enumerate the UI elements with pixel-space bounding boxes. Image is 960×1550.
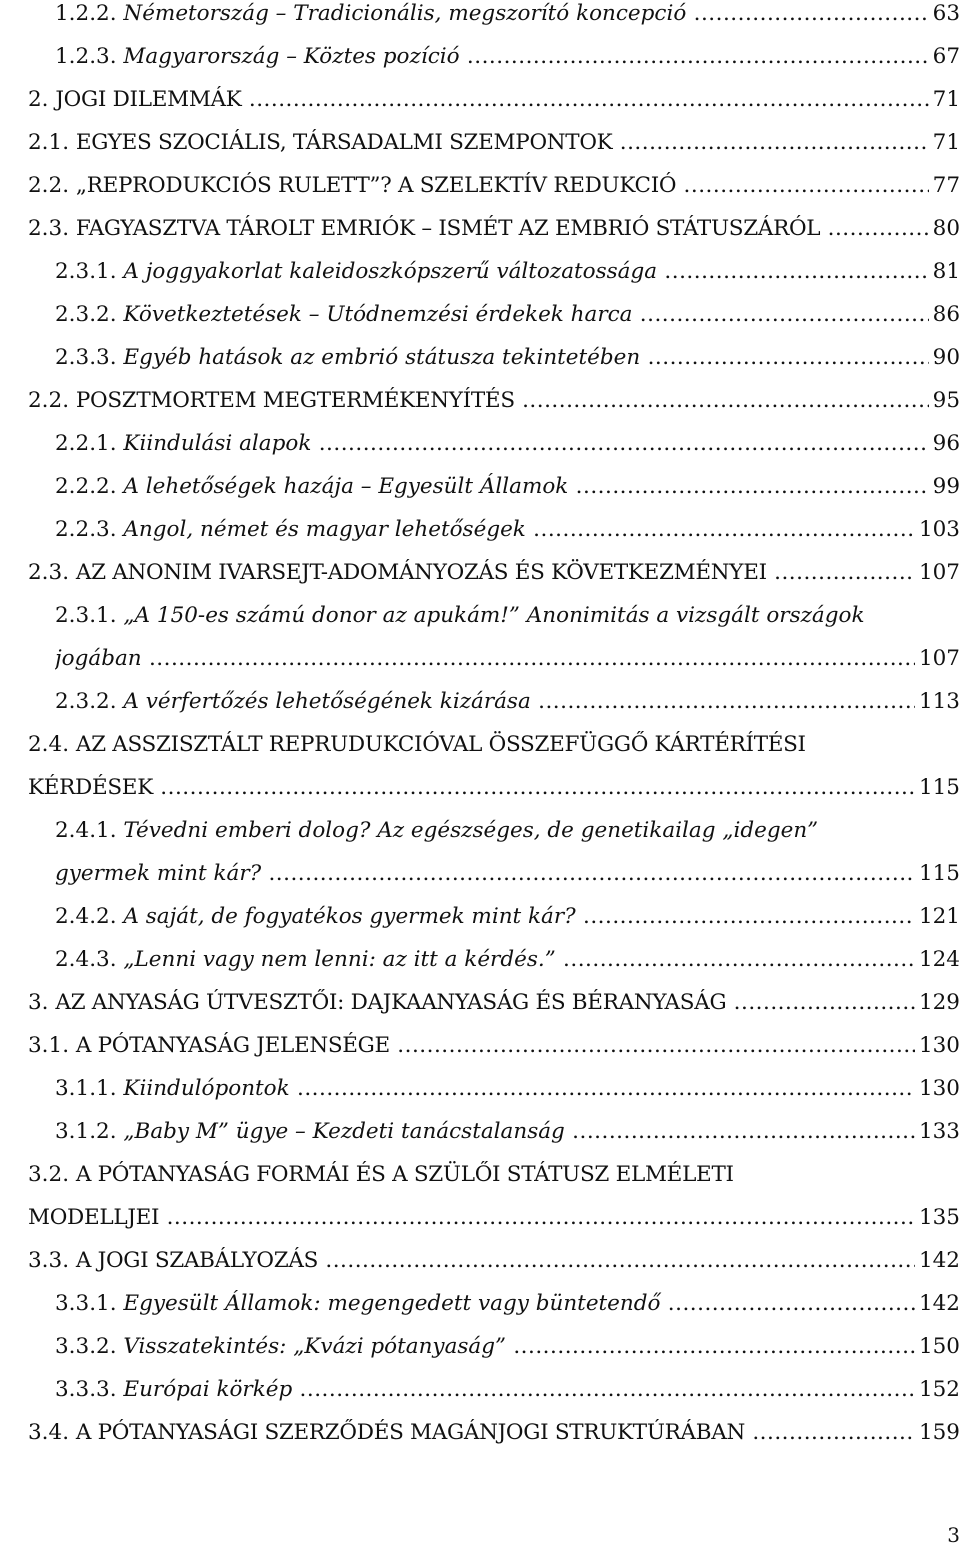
toc-entry-number: 3.3.2. — [55, 1334, 117, 1359]
toc-entry-text — [28, 78, 960, 121]
toc-entry-title: A PÓTANYASÁG JELENSÉGE — [75, 1033, 390, 1058]
toc-entry-text — [55, 1067, 960, 1110]
toc-entry-title: A JOGI SZABÁLYOZÁS — [75, 1248, 319, 1273]
toc-entry-text — [55, 508, 960, 551]
page-number: 3 — [947, 1523, 960, 1547]
toc-entry-text — [55, 1110, 960, 1153]
toc-entry-title: A vérfertőzés lehetőségének kizárása — [123, 689, 531, 714]
toc-entry-title: POSZTMORTEM MEGTERMÉKENYÍTÉS — [75, 388, 515, 413]
toc-entry-text — [55, 680, 960, 723]
toc-entry-title: EGYES SZOCIÁLIS, TÁRSADALMI SZEMPONTOK — [75, 130, 613, 155]
toc-entry-title: FAGYASZTVA TÁROLT EMRIÓK – ISMÉT AZ EMBRIÓ STÁTUSZÁRÓL — [75, 216, 821, 241]
toc-entry-page: 71 — [929, 121, 960, 164]
toc-entry-text — [28, 164, 960, 207]
toc-entry-page: 107 — [915, 551, 960, 594]
toc-entry[interactable] — [0, 78, 960, 121]
toc-entry[interactable] — [0, 723, 960, 766]
toc-entry-number: 1.2.2. — [55, 1, 117, 26]
toc-entry[interactable] — [0, 1239, 960, 1282]
toc-entry-page: 150 — [915, 1325, 960, 1368]
toc-entry-number: 2.2. — [28, 388, 70, 413]
toc-entry[interactable] — [0, 250, 960, 293]
toc-entry[interactable] — [0, 809, 960, 852]
toc-entry-page: 129 — [915, 981, 960, 1024]
toc-entry-text — [28, 723, 960, 766]
toc-entry-page: 113 — [915, 680, 960, 723]
toc-entry-title: jogában — [55, 646, 142, 671]
toc-entry-text — [55, 594, 960, 637]
toc-entry-title: Egyesült Államok: megengedett vagy büntetendő — [123, 1291, 661, 1316]
toc-entry-text — [28, 551, 960, 594]
toc-entry-number: 2.2.2. — [55, 474, 117, 499]
toc-entry-text — [55, 938, 960, 981]
toc-entry-text — [55, 1282, 960, 1325]
toc-entry-number: 2.4.3. — [55, 947, 117, 972]
toc-entry-title: AZ ANONIM IVARSEJT-ADOMÁNYOZÁS ÉS KÖVETKEZMÉNYEI — [75, 560, 767, 585]
toc-entry-page: 90 — [929, 336, 960, 379]
toc-entry-page: 115 — [915, 852, 960, 895]
toc-entry-title: JOGI DILEMMÁK — [55, 87, 242, 112]
toc-entry-text — [55, 1325, 960, 1368]
toc-entry-page: 67 — [929, 35, 960, 78]
toc-entry-page: 96 — [929, 422, 960, 465]
toc-entry[interactable] — [0, 1368, 960, 1411]
toc-entry-page: 95 — [929, 379, 960, 422]
toc-entry-page: 63 — [929, 0, 960, 35]
toc-entry-title: MODELLJEI — [28, 1205, 160, 1230]
toc-entry-title: Kiindulópontok — [123, 1076, 290, 1101]
toc-entry-number: 2.3.1. — [55, 259, 117, 284]
toc-entry-title: A lehetőségek hazája – Egyesült Államok — [123, 474, 569, 499]
toc-entry-number: 3.1. — [28, 1033, 70, 1058]
toc-entry[interactable] — [0, 1196, 960, 1239]
toc-entry[interactable] — [0, 852, 960, 895]
toc-entry-page: 142 — [915, 1282, 960, 1325]
toc-entry-number: 2.4.2. — [55, 904, 117, 929]
toc-entry-title: AZ ANYASÁG ÚTVESZTŐI: DAJKAANYASÁG ÉS BÉRANYASÁG — [55, 990, 727, 1015]
toc-entry-number: 2.1. — [28, 130, 70, 155]
toc-entry-title: A PÓTANYASÁGI SZERZŐDÉS MAGÁNJOGI STRUKTÚRÁBAN — [75, 1420, 746, 1445]
toc-entry-page: 80 — [929, 207, 960, 250]
toc-entry-title: AZ ASSZISZTÁLT REPRUDUKCIÓVAL ÖSSZEFÜGGŐ KÁRTÉRÍTÉSI — [75, 732, 806, 757]
toc-entry-page: 159 — [915, 1411, 960, 1454]
toc-entry-title: „REPRODUKCIÓS RULETT”? A SZELEKTÍV REDUKCIÓ — [75, 173, 677, 198]
toc-entry[interactable] — [0, 293, 960, 336]
toc-entry-number: 2.3. — [28, 216, 70, 241]
toc-entry[interactable] — [0, 1024, 960, 1067]
toc-entry-title: Visszatekintés: „Kvázi pótanyaság” — [123, 1334, 507, 1359]
toc-entry[interactable] — [0, 938, 960, 981]
toc-entry-text — [28, 1411, 960, 1454]
toc-entry-number: 2.3. — [28, 560, 70, 585]
toc-entry-text — [28, 1153, 960, 1196]
toc-entry-number: 3. — [28, 990, 49, 1015]
toc-entry-number: 3.3.1. — [55, 1291, 117, 1316]
toc-entry-text — [28, 207, 960, 250]
toc-entry-text — [55, 35, 960, 78]
toc-entry-page: 86 — [929, 293, 960, 336]
toc-entry-title: KÉRDÉSEK — [28, 775, 153, 800]
toc-entry[interactable] — [0, 379, 960, 422]
toc-entry-text — [28, 1024, 960, 1067]
toc-entry[interactable] — [0, 336, 960, 379]
toc-entry-number: 2.3.1. — [55, 603, 117, 628]
toc-entry-page: 130 — [915, 1024, 960, 1067]
toc-entry-page: 107 — [915, 637, 960, 680]
toc-entry-number: 3.1.2. — [55, 1119, 117, 1144]
toc-entry-page: 115 — [915, 766, 960, 809]
toc-entry-text — [55, 250, 960, 293]
toc-entry[interactable] — [0, 981, 960, 1024]
toc-entry-page: 71 — [929, 78, 960, 121]
toc-entry[interactable] — [0, 766, 960, 809]
toc-entry-text — [55, 895, 960, 938]
toc-entry-title: Magyarország – Köztes pozíció — [123, 44, 460, 69]
toc-entry-number: 2.3.2. — [55, 302, 117, 327]
toc-entry-page: 152 — [915, 1368, 960, 1411]
toc-entry-title: Egyéb hatások az embrió státusza tekintetében — [123, 345, 641, 370]
toc-entry-title: A PÓTANYASÁG FORMÁI ÉS A SZÜLŐI STÁTUSZ ELMÉLETI — [75, 1162, 734, 1187]
toc-entry-number: 3.1.1. — [55, 1076, 117, 1101]
toc-entry-number: 2.2.1. — [55, 431, 117, 456]
toc-entry-page: 81 — [929, 250, 960, 293]
toc-entry-number: 2. — [28, 87, 49, 112]
toc-entry[interactable] — [0, 1411, 960, 1454]
toc-entry-page: 142 — [915, 1239, 960, 1282]
toc-entry-number: 2.2. — [28, 173, 70, 198]
toc-entry-page: 99 — [929, 465, 960, 508]
toc-entry[interactable] — [0, 508, 960, 551]
toc-entry-text — [28, 981, 960, 1024]
toc-entry-text — [55, 637, 960, 680]
toc-entry[interactable] — [0, 465, 960, 508]
toc-entry[interactable] — [0, 422, 960, 465]
toc-entry-number: 2.3.3. — [55, 345, 117, 370]
toc-entry-number: 3.4. — [28, 1420, 70, 1445]
toc-entry-text — [55, 422, 960, 465]
toc-entry-text — [28, 1196, 960, 1239]
toc-entry[interactable] — [0, 1282, 960, 1325]
toc-entry-page: 133 — [915, 1110, 960, 1153]
toc-entry-text — [55, 465, 960, 508]
toc-entry[interactable] — [0, 1067, 960, 1110]
toc-entry[interactable] — [0, 35, 960, 78]
toc-entry-number: 2.4. — [28, 732, 70, 757]
toc-entry-title: Angol, német és magyar lehetőségek — [123, 517, 526, 542]
toc-entry-number: 3.2. — [28, 1162, 70, 1187]
toc-entry-title: Európai körkép — [123, 1377, 293, 1402]
toc-entry-number: 1.2.3. — [55, 44, 117, 69]
toc-entry[interactable] — [0, 164, 960, 207]
toc-entry-title: Kiindulási alapok — [123, 431, 312, 456]
toc-entry-number: 2.3.2. — [55, 689, 117, 714]
toc-entry-title: A joggyakorlat kaleidoszkópszerű változatossága — [123, 259, 658, 284]
toc-entry[interactable] — [0, 594, 960, 637]
toc-entry-number: 3.3.3. — [55, 1377, 117, 1402]
toc-entry-text — [28, 1239, 960, 1282]
toc-entry-title: „Baby M” ügye – Kezdeti tanácstalanság — [123, 1119, 565, 1144]
toc-entry-page: 77 — [929, 164, 960, 207]
toc-entry[interactable] — [0, 207, 960, 250]
toc-entry-page: 121 — [915, 895, 960, 938]
toc-entry-number: 2.4.1. — [55, 818, 117, 843]
toc-entry-text — [55, 809, 960, 852]
toc-entry-page: 130 — [915, 1067, 960, 1110]
toc-entry-page: 124 — [915, 938, 960, 981]
toc-entry-title: „A 150-es számú donor az apukám!” Anonimitás a vizsgált országok — [123, 603, 865, 628]
toc-entry-text — [55, 336, 960, 379]
toc-entry-page: 135 — [915, 1196, 960, 1239]
toc-entry[interactable] — [0, 1110, 960, 1153]
toc-entry-page: 103 — [915, 508, 960, 551]
toc-entry-title: „Lenni vagy nem lenni: az itt a kérdés.” — [123, 947, 556, 972]
toc-entry[interactable] — [0, 637, 960, 680]
toc-entry-text — [55, 0, 960, 35]
toc-entry-text — [55, 852, 960, 895]
toc-entry[interactable] — [0, 680, 960, 723]
toc-entry[interactable] — [0, 0, 960, 35]
toc-entry[interactable] — [0, 895, 960, 938]
toc-entry-number: 3.3. — [28, 1248, 70, 1273]
toc-entry-title: Következtetések – Utódnemzési érdekek harca — [123, 302, 633, 327]
toc-entry-title: Tévedni emberi dolog? Az egészséges, de genetikailag „idegen” — [123, 818, 819, 843]
toc-entry-title: gyermek mint kár? — [55, 861, 262, 886]
toc-entry-text — [28, 766, 960, 809]
toc-entry-title: Németország – Tradicionális, megszorító koncepció — [123, 1, 687, 26]
toc-entry-title: A saját, de fogyatékos gyermek mint kár? — [123, 904, 576, 929]
toc-entry-text — [28, 379, 960, 422]
toc-entry-number: 2.2.3. — [55, 517, 117, 542]
toc-entry-text — [55, 293, 960, 336]
toc-entry[interactable] — [0, 1153, 960, 1196]
toc-entry[interactable] — [0, 1325, 960, 1368]
toc-entry[interactable] — [0, 121, 960, 164]
toc-entry[interactable] — [0, 551, 960, 594]
toc-entry-text — [28, 121, 960, 164]
toc-entry-text — [55, 1368, 960, 1411]
